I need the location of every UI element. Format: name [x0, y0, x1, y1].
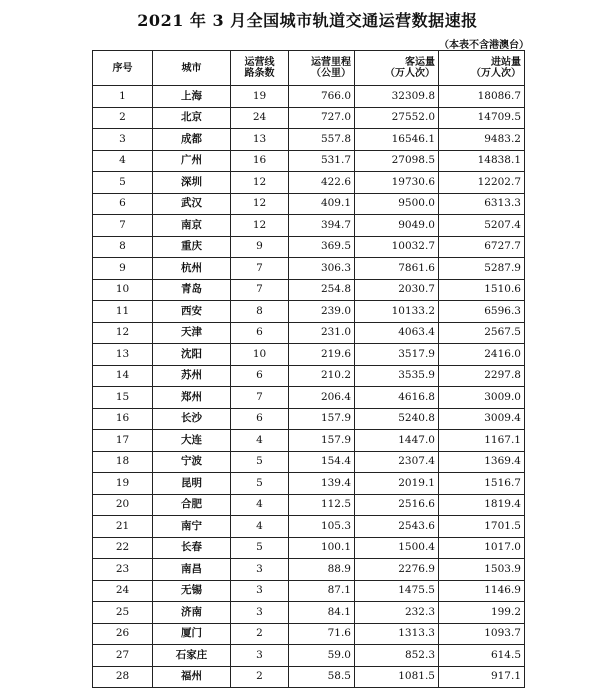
cell-index: 10: [93, 279, 153, 301]
cell-entries: 1167.1: [439, 430, 525, 452]
table-row: [93, 193, 525, 215]
cell-city: 青岛: [153, 279, 231, 301]
cell-index: 19: [93, 473, 153, 495]
cell-lines: 3: [231, 580, 289, 602]
cell-entries: 2567.5: [439, 322, 525, 344]
table-row: [93, 215, 525, 237]
cell-passengers: 1447.0: [355, 430, 439, 452]
cell-index: 1: [93, 86, 153, 108]
table-row: [93, 172, 525, 194]
cell-passengers: 2307.4: [355, 451, 439, 473]
cell-passengers: 2276.9: [355, 559, 439, 581]
cell-index: 6: [93, 193, 153, 215]
cell-mileage: 394.7: [289, 215, 355, 237]
header-passengers-line1: 客运量: [405, 57, 435, 68]
cell-city: 苏州: [153, 365, 231, 387]
cell-passengers: 10133.2: [355, 301, 439, 323]
cell-index: 16: [93, 408, 153, 430]
cell-city: 石家庄: [153, 645, 231, 667]
table-row: [93, 236, 525, 258]
cell-mileage: 231.0: [289, 322, 355, 344]
cell-lines: 7: [231, 279, 289, 301]
cell-passengers: 4616.8: [355, 387, 439, 409]
cell-lines: 5: [231, 537, 289, 559]
cell-city: 昆明: [153, 473, 231, 495]
table-row: [93, 322, 525, 344]
cell-entries: 18086.7: [439, 86, 525, 108]
cell-lines: 9: [231, 236, 289, 258]
cell-passengers: 2516.6: [355, 494, 439, 516]
cell-index: 21: [93, 516, 153, 538]
header-mileage: [289, 51, 355, 86]
header-entries-line1: 进站量: [491, 57, 521, 68]
cell-passengers: 16546.1: [355, 129, 439, 151]
cell-passengers: 852.3: [355, 645, 439, 667]
table-row: [93, 666, 525, 688]
cell-lines: 8: [231, 301, 289, 323]
cell-entries: 1093.7: [439, 623, 525, 645]
header-index: 序号: [93, 51, 153, 86]
cell-mileage: 306.3: [289, 258, 355, 280]
cell-lines: 5: [231, 451, 289, 473]
cell-entries: 3009.0: [439, 387, 525, 409]
cell-passengers: 32309.8: [355, 86, 439, 108]
table-row: [93, 86, 525, 108]
cell-city: 成都: [153, 129, 231, 151]
table-row: [93, 602, 525, 624]
header-passengers-line2: （万人次）: [385, 68, 435, 79]
cell-mileage: 369.5: [289, 236, 355, 258]
header-lines-line1: 运营线: [244, 57, 275, 68]
cell-passengers: 2543.6: [355, 516, 439, 538]
cell-passengers: 9500.0: [355, 193, 439, 215]
cell-mileage: 557.8: [289, 129, 355, 151]
cell-lines: 3: [231, 559, 289, 581]
cell-entries: 9483.2: [439, 129, 525, 151]
table-row: [93, 494, 525, 516]
cell-city: 宁波: [153, 451, 231, 473]
cell-city: 武汉: [153, 193, 231, 215]
cell-lines: 12: [231, 193, 289, 215]
cell-mileage: 58.5: [289, 666, 355, 688]
cell-index: 18: [93, 451, 153, 473]
cell-lines: 4: [231, 516, 289, 538]
cell-entries: 6313.3: [439, 193, 525, 215]
cell-city: 郑州: [153, 387, 231, 409]
cell-index: 24: [93, 580, 153, 602]
cell-city: 天津: [153, 322, 231, 344]
cell-passengers: 1475.5: [355, 580, 439, 602]
cell-index: 7: [93, 215, 153, 237]
cell-entries: 1017.0: [439, 537, 525, 559]
cell-lines: 4: [231, 430, 289, 452]
cell-city: 北京: [153, 107, 231, 129]
cell-passengers: 7861.6: [355, 258, 439, 280]
cell-passengers: 19730.6: [355, 172, 439, 194]
cell-city: 广州: [153, 150, 231, 172]
cell-index: 28: [93, 666, 153, 688]
cell-lines: 6: [231, 365, 289, 387]
cell-city: 南昌: [153, 559, 231, 581]
cell-lines: 3: [231, 602, 289, 624]
cell-entries: 1510.6: [439, 279, 525, 301]
cell-passengers: 4063.4: [355, 322, 439, 344]
table-row: [93, 129, 525, 151]
cell-entries: 1146.9: [439, 580, 525, 602]
cell-index: 15: [93, 387, 153, 409]
cell-city: 厦门: [153, 623, 231, 645]
cell-entries: 2416.0: [439, 344, 525, 366]
cell-mileage: 154.4: [289, 451, 355, 473]
cell-lines: 13: [231, 129, 289, 151]
cell-city: 福州: [153, 666, 231, 688]
cell-entries: 3009.4: [439, 408, 525, 430]
cell-index: 27: [93, 645, 153, 667]
cell-lines: 4: [231, 494, 289, 516]
cell-passengers: 27098.5: [355, 150, 439, 172]
cell-city: 长春: [153, 537, 231, 559]
table-row: [93, 473, 525, 495]
page-title: 2021 年 3 月全国城市轨道交通运营数据速报: [137, 11, 478, 30]
cell-passengers: 2019.1: [355, 473, 439, 495]
table-row: [93, 451, 525, 473]
cell-mileage: 531.7: [289, 150, 355, 172]
cell-mileage: 766.0: [289, 86, 355, 108]
cell-lines: 7: [231, 258, 289, 280]
cell-passengers: 9049.0: [355, 215, 439, 237]
cell-lines: 2: [231, 666, 289, 688]
cell-mileage: 254.8: [289, 279, 355, 301]
table-body: [93, 86, 525, 688]
cell-index: 14: [93, 365, 153, 387]
cell-index: 5: [93, 172, 153, 194]
cell-entries: 6596.3: [439, 301, 525, 323]
cell-mileage: 105.3: [289, 516, 355, 538]
cell-city: 无锡: [153, 580, 231, 602]
cell-passengers: 10032.7: [355, 236, 439, 258]
table-row: [93, 516, 525, 538]
cell-passengers: 2030.7: [355, 279, 439, 301]
cell-mileage: 87.1: [289, 580, 355, 602]
metro-data-table: [92, 50, 525, 688]
cell-lines: 5: [231, 473, 289, 495]
cell-lines: 12: [231, 172, 289, 194]
cell-index: 13: [93, 344, 153, 366]
cell-mileage: 157.9: [289, 430, 355, 452]
cell-index: 9: [93, 258, 153, 280]
cell-index: 23: [93, 559, 153, 581]
cell-city: 重庆: [153, 236, 231, 258]
cell-lines: 16: [231, 150, 289, 172]
cell-index: 4: [93, 150, 153, 172]
cell-lines: 19: [231, 86, 289, 108]
cell-entries: 614.5: [439, 645, 525, 667]
cell-index: 2: [93, 107, 153, 129]
cell-mileage: 100.1: [289, 537, 355, 559]
cell-city: 深圳: [153, 172, 231, 194]
table-row: [93, 344, 525, 366]
cell-mileage: 157.9: [289, 408, 355, 430]
table-row: [93, 279, 525, 301]
cell-entries: 14709.5: [439, 107, 525, 129]
header-mileage-line1: 运营里程: [311, 57, 351, 68]
table-row: [93, 580, 525, 602]
cell-entries: 12202.7: [439, 172, 525, 194]
cell-index: 12: [93, 322, 153, 344]
table-row: [93, 387, 525, 409]
cell-mileage: 71.6: [289, 623, 355, 645]
header-mileage-line2: （公里）: [311, 68, 351, 79]
cell-passengers: 5240.8: [355, 408, 439, 430]
table-row: [93, 645, 525, 667]
cell-mileage: 219.6: [289, 344, 355, 366]
cell-passengers: 1313.3: [355, 623, 439, 645]
table-note: （本表不含港澳台）: [439, 40, 529, 51]
header-passengers: [355, 51, 439, 86]
cell-city: 上海: [153, 86, 231, 108]
cell-city: 西安: [153, 301, 231, 323]
cell-index: 3: [93, 129, 153, 151]
cell-entries: 1819.4: [439, 494, 525, 516]
cell-entries: 5287.9: [439, 258, 525, 280]
cell-city: 济南: [153, 602, 231, 624]
header-lines: [231, 51, 289, 86]
table-row: [93, 365, 525, 387]
table-row: [93, 301, 525, 323]
cell-entries: 917.1: [439, 666, 525, 688]
cell-index: 17: [93, 430, 153, 452]
cell-passengers: 27552.0: [355, 107, 439, 129]
cell-passengers: 232.3: [355, 602, 439, 624]
cell-index: 20: [93, 494, 153, 516]
cell-index: 26: [93, 623, 153, 645]
header-entries-line2: （万人次）: [471, 68, 521, 79]
cell-entries: 14838.1: [439, 150, 525, 172]
table-row: [93, 559, 525, 581]
cell-lines: 3: [231, 645, 289, 667]
cell-index: 22: [93, 537, 153, 559]
cell-city: 杭州: [153, 258, 231, 280]
table-row: [93, 623, 525, 645]
cell-mileage: 112.5: [289, 494, 355, 516]
cell-mileage: 409.1: [289, 193, 355, 215]
cell-city: 大连: [153, 430, 231, 452]
cell-mileage: 210.2: [289, 365, 355, 387]
cell-entries: 5207.4: [439, 215, 525, 237]
header-lines-line2: 路条数: [244, 68, 275, 79]
cell-city: 长沙: [153, 408, 231, 430]
cell-passengers: 1081.5: [355, 666, 439, 688]
table-row: [93, 258, 525, 280]
cell-city: 南京: [153, 215, 231, 237]
cell-lines: 24: [231, 107, 289, 129]
cell-mileage: 59.0: [289, 645, 355, 667]
cell-mileage: 84.1: [289, 602, 355, 624]
cell-lines: 6: [231, 408, 289, 430]
cell-lines: 6: [231, 322, 289, 344]
cell-entries: 199.2: [439, 602, 525, 624]
cell-entries: 1369.4: [439, 451, 525, 473]
cell-passengers: 3535.9: [355, 365, 439, 387]
cell-mileage: 206.4: [289, 387, 355, 409]
cell-lines: 12: [231, 215, 289, 237]
cell-lines: 7: [231, 387, 289, 409]
cell-city: 沈阳: [153, 344, 231, 366]
header-entries: [439, 51, 525, 86]
cell-mileage: 422.6: [289, 172, 355, 194]
cell-index: 8: [93, 236, 153, 258]
table-header-row: [93, 51, 525, 86]
cell-passengers: 1500.4: [355, 537, 439, 559]
cell-city: 合肥: [153, 494, 231, 516]
cell-entries: 1516.7: [439, 473, 525, 495]
cell-mileage: 139.4: [289, 473, 355, 495]
cell-entries: 6727.7: [439, 236, 525, 258]
cell-lines: 2: [231, 623, 289, 645]
table-row: [93, 430, 525, 452]
table-row: [93, 537, 525, 559]
table-row: [93, 150, 525, 172]
cell-mileage: 727.0: [289, 107, 355, 129]
cell-entries: 2297.8: [439, 365, 525, 387]
cell-city: 南宁: [153, 516, 231, 538]
cell-lines: 10: [231, 344, 289, 366]
cell-mileage: 239.0: [289, 301, 355, 323]
cell-entries: 1503.9: [439, 559, 525, 581]
cell-entries: 1701.5: [439, 516, 525, 538]
cell-mileage: 88.9: [289, 559, 355, 581]
table-row: [93, 107, 525, 129]
table-row: [93, 408, 525, 430]
cell-passengers: 3517.9: [355, 344, 439, 366]
header-city: 城市: [153, 51, 231, 86]
cell-index: 25: [93, 602, 153, 624]
cell-index: 11: [93, 301, 153, 323]
